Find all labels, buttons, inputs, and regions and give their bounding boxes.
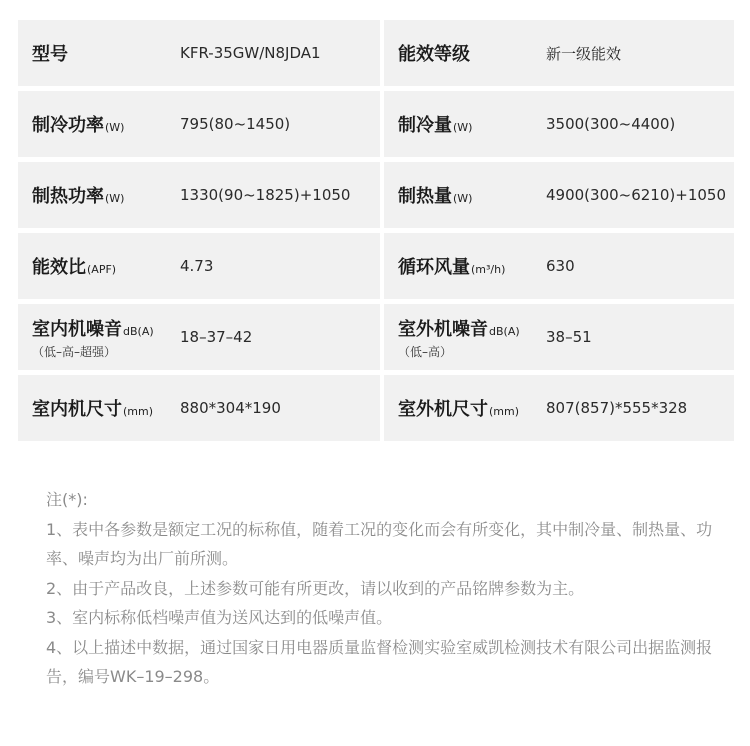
spec-cell-indoor-noise (18, 304, 380, 370)
spec-label: 制冷功率 (32, 115, 104, 136)
spec-label: 室外机尺寸 (398, 399, 488, 420)
spec-unit: dB(A) (489, 324, 520, 338)
notes-section (46, 485, 716, 692)
note-item: 1、表中各参数是额定工况的标称值，随着工况的变化而会有所变化，其中制冷量、制热量、功率、噪声均为出厂前所测。 (46, 519, 713, 568)
spec-cell-heating-capacity (384, 162, 734, 228)
spec-unit: (W) (105, 192, 125, 205)
spec-value: 4.73 (180, 257, 214, 275)
spec-label: 制冷量 (398, 115, 452, 136)
spec-label: 室外机噪音 (398, 318, 488, 340)
spec-sublabel: （低–高–超强） (32, 344, 117, 359)
note-item: 2、由于产品改良，上述参数可能有所更改，请以收到的产品铭牌参数为主。 (46, 578, 585, 598)
spec-cell-cooling-capacity (384, 91, 734, 157)
spec-label: 制热功率 (32, 186, 104, 207)
spec-unit: (W) (453, 192, 473, 205)
spec-cell-indoor-size (18, 375, 380, 441)
spec-unit: (W) (105, 121, 125, 134)
spec-unit: (mm) (489, 405, 520, 418)
note-item: 3、室内标称低档噪声值为送风达到的低噪声值。 (46, 608, 393, 627)
spec-unit: (mm) (123, 405, 154, 418)
spec-label: 能效等级 (398, 44, 470, 65)
spec-label: 型号 (32, 44, 68, 65)
spec-value: 1330(90~1825)+1050 (180, 186, 351, 204)
spec-unit: (APF) (87, 263, 117, 276)
spec-cell-heating-power (18, 162, 380, 228)
spec-unit: dB(A) (123, 324, 154, 338)
spec-table (18, 20, 734, 441)
spec-value: 630 (546, 257, 575, 275)
spec-cell-airflow (384, 233, 734, 299)
spec-cell-energy-grade (384, 20, 734, 86)
notes-title: 注(*): (46, 490, 88, 509)
spec-value: 880*304*190 (180, 399, 281, 417)
spec-value: 38–51 (546, 328, 592, 346)
spec-label: 能效比 (32, 257, 86, 278)
spec-label: 室内机噪音 (32, 318, 122, 340)
spec-label: 循环风量 (398, 257, 470, 278)
spec-value: 新一级能效 (546, 44, 622, 63)
spec-value: 3500(300~4400) (546, 115, 676, 133)
spec-value: KFR-35GW/N8JDA1 (180, 44, 321, 62)
spec-value: 4900(300~6210)+1050 (546, 186, 726, 204)
spec-unit: (W) (453, 121, 473, 134)
spec-value: 795(80~1450) (180, 115, 291, 133)
spec-cell-cooling-power (18, 91, 380, 157)
spec-unit: (m³/h) (471, 263, 506, 276)
spec-cell-efficiency-ratio (18, 233, 380, 299)
spec-cell-model (18, 20, 380, 86)
spec-cell-outdoor-size (384, 375, 734, 441)
spec-cell-outdoor-noise (384, 304, 734, 370)
spec-sublabel: （低–高） (398, 344, 453, 359)
spec-label: 制热量 (398, 186, 452, 207)
note-item: 4、以上描述中数据，通过国家日用电器质量监督检测实验室威凯检测技术有限公司出据监测报告，编号WK–19–298。 (46, 637, 713, 686)
spec-label: 室内机尺寸 (32, 399, 122, 420)
spec-value: 18–37–42 (180, 328, 253, 346)
spec-value: 807(857)*555*328 (546, 399, 688, 417)
